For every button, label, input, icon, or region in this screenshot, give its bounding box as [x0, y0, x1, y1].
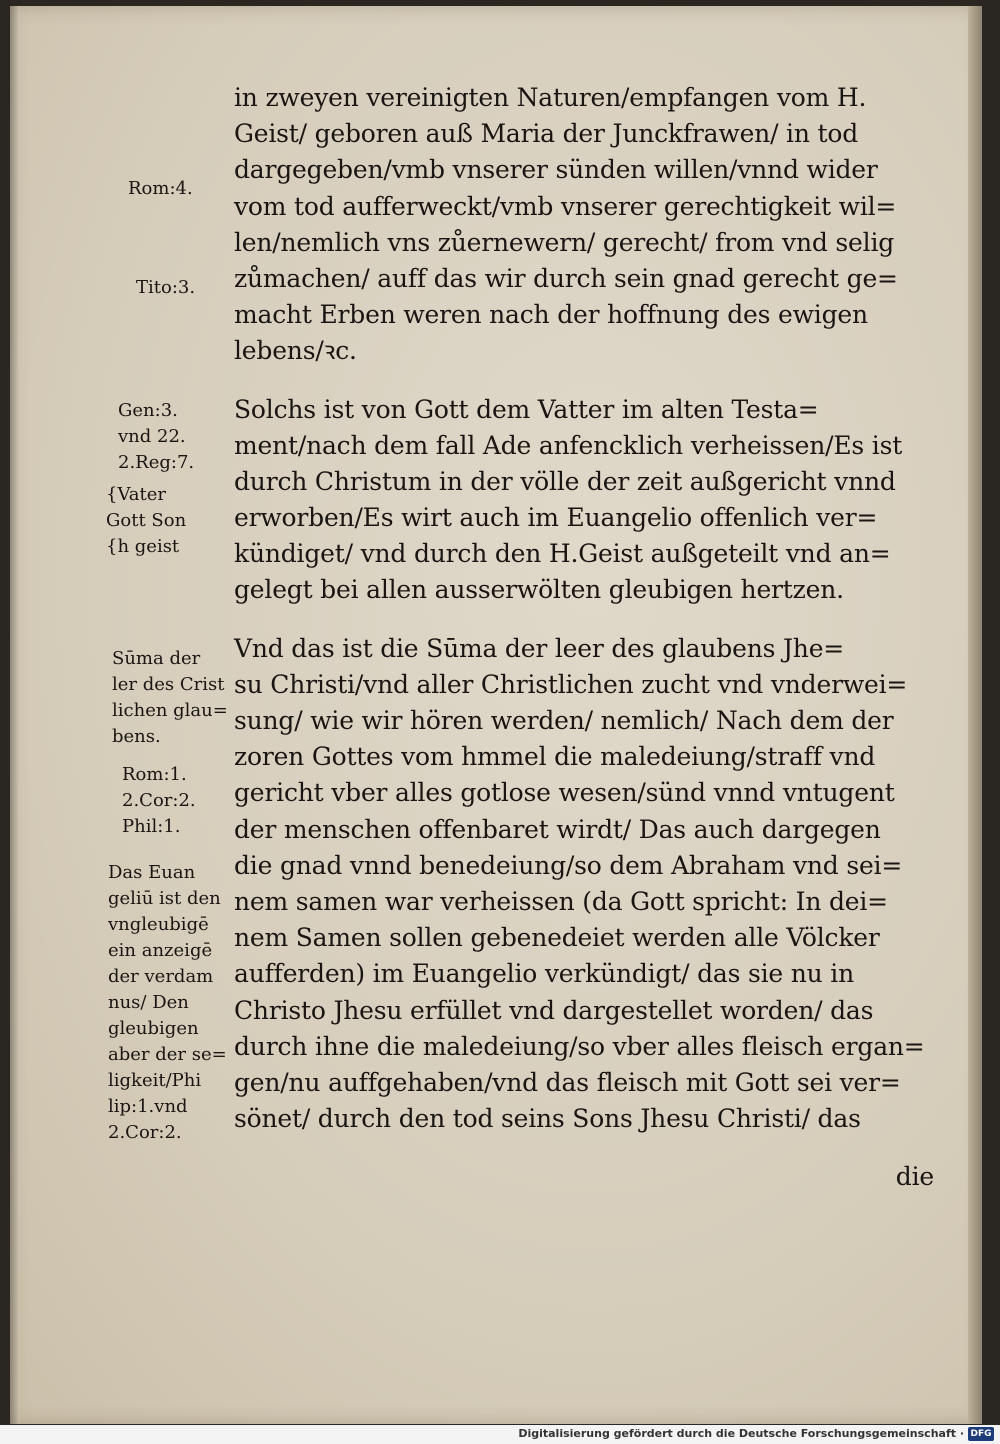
text-line: erworben/Es wirt auch im Euangelio offenlich ver= — [234, 503, 878, 533]
margin-note-tito3 — [136, 275, 195, 301]
text-line: Vnd das ist die Sūma der leer des glaubens Jhe= — [234, 633, 845, 663]
margin-note-line: vnd 22. — [118, 426, 186, 447]
text-line: durch ihne die maledeiung/so vber alles fleisch ergan= — [234, 1031, 925, 1061]
text-line: gen/nu auffgehaben/vnd das fleisch mit Gott sei ver= — [234, 1067, 901, 1097]
margin-note-line: lichen glau= — [112, 700, 228, 721]
text-line: nem samen war verheissen (da Gott spricht: In dei= — [234, 886, 888, 916]
text-line: Geist/ geboren auß Maria der Junckfrawen/ in tod — [234, 119, 858, 149]
text-line: len/nemlich vns zůernewern/ gerecht/ from vnd selig — [234, 227, 895, 257]
text-line: su Christi/vnd aller Christlichen zucht vnd vnderwei= — [234, 669, 908, 699]
margin-note-rom1 — [122, 762, 196, 840]
text-line: nem Samen sollen gebenedeiet werden alle Völcker — [234, 923, 880, 953]
catchword: die — [895, 1162, 934, 1192]
dfg-logo: DFG — [968, 1427, 994, 1441]
paragraph-2 — [234, 392, 944, 609]
text-line: Christo Jhesu erfüllet vnd dargestellet worden/ das — [234, 995, 874, 1025]
margin-note-line: Gen:3. — [118, 400, 178, 421]
main-text-block — [234, 80, 944, 1195]
text-line: der menschen offenbaret wirdt/ Das auch dargegen — [234, 814, 881, 844]
margin-note-line: {Vater — [106, 484, 167, 505]
margin-note-line: Phil:1. — [122, 816, 181, 837]
margin-note-line: Tito:3. — [136, 277, 196, 298]
margin-note-line: aber der se= — [108, 1044, 227, 1065]
margin-note-line: Das Euan — [108, 862, 196, 883]
margin-note-line: ein anzeigē — [108, 940, 213, 961]
text-line: vom tod aufferweckt/vmb vnserer gerechtigkeit wil= — [234, 191, 897, 221]
margin-note-rom4 — [128, 176, 193, 202]
margin-note-line: vngleubigē — [108, 914, 209, 935]
text-line: zoren Gottes vom hmmel die maledeiung/straff vnd — [234, 742, 876, 772]
text-line: sung/ wie wir hören werden/ nemlich/ Nach dem der — [234, 706, 894, 735]
margin-note-line: Rom:4. — [128, 178, 193, 199]
text-line: durch Christum in der völle der zeit außgericht vnnd — [234, 466, 896, 496]
page-edge — [968, 6, 982, 1424]
paragraph-3 — [234, 631, 944, 1138]
margin-note-euangelium — [108, 860, 227, 1146]
margin-note-summa — [112, 646, 228, 750]
margin-note-line: 2.Cor:2. — [122, 790, 196, 811]
text-line: gericht vber alles gotlose wesen/sünd vnnd vntugent — [234, 778, 895, 808]
text-line: dargegeben/vmb vnserer sünden willen/vnnd wider — [234, 155, 878, 185]
margin-note-line: ler des Crist — [112, 674, 225, 695]
page-gutter — [10, 6, 20, 1424]
text-line: die gnad vnnd benedeiung/so dem Abraham vnd sei= — [234, 850, 903, 880]
text-line: Solchs ist von Gott dem Vatter im alten Testa= — [234, 394, 819, 424]
margin-note-line: geliū ist den — [108, 888, 221, 909]
margin-note-line: gleubigen — [108, 1018, 199, 1039]
text-line: ment/nach dem fall Ade anfencklich verheissen/Es ist — [234, 430, 903, 460]
margin-note-line: ligkeit/Phi — [108, 1070, 202, 1091]
margin-note-line: lip:1.vnd — [108, 1096, 188, 1117]
margin-note-line: der verdam — [108, 966, 214, 987]
text-line: aufferden) im Euangelio verkündigt/ das sie nu in — [234, 959, 854, 989]
footer-bar — [0, 1425, 1000, 1444]
text-line: macht Erben weren nach der hoffnung des ewigen — [234, 300, 868, 330]
margin-note-line: Gott Son — [106, 510, 187, 531]
funding-notice: Digitalisierung gefördert durch die Deutsche Forschungsgemeinschaft · — [518, 1427, 964, 1440]
text-line: lebens/ꝛc. — [234, 336, 357, 366]
margin-note-line: 2.Reg:7. — [118, 452, 195, 473]
text-line: zůmachen/ auff das wir durch sein gnad gerecht ge= — [234, 263, 898, 293]
text-line: kündiget/ vnd durch den H.Geist außgeteilt vnd an= — [234, 539, 891, 569]
margin-note-line: {h geist — [106, 536, 180, 557]
text-line: gelegt bei allen ausserwölten gleubigen hertzen. — [234, 575, 844, 605]
margin-note-trinity — [106, 482, 186, 560]
text-line: sönet/ durch den tod seins Sons Jhesu Christi/ das — [234, 1104, 861, 1134]
text-line: in zweyen vereinigten Naturen/empfangen vom H. — [234, 83, 867, 112]
margin-note-line: bens. — [112, 726, 161, 747]
margin-note-gen3 — [118, 398, 194, 476]
margin-note-line: Sūma der — [112, 648, 201, 669]
margin-note-line: Rom:1. — [122, 764, 187, 785]
margin-note-line: nus/ Den — [108, 992, 189, 1013]
paragraph-1 — [234, 80, 944, 370]
margin-note-line: 2.Cor:2. — [108, 1122, 182, 1143]
